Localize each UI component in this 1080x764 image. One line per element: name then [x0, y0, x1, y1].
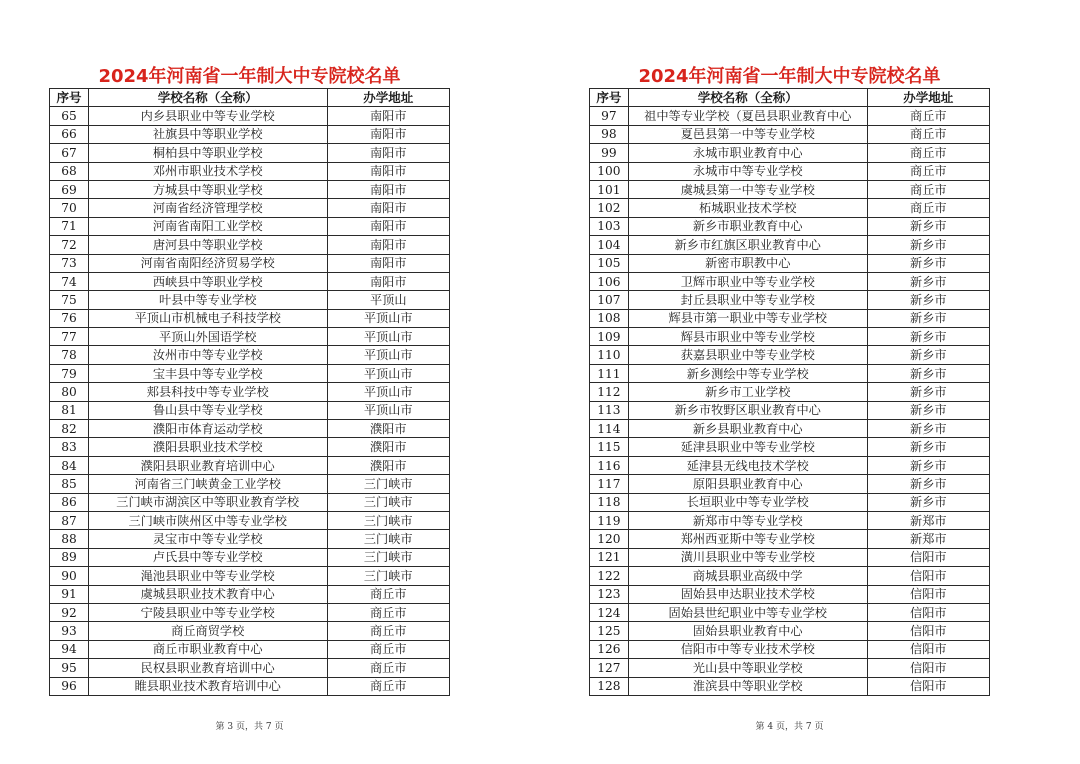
cell-address: 南阳市	[327, 180, 450, 198]
cell-school-name: 新密市职教中心	[628, 254, 867, 272]
table-row	[590, 309, 990, 327]
cell-index: 120	[590, 530, 629, 548]
cell-index: 75	[50, 291, 89, 309]
table-row	[50, 567, 450, 585]
cell-school-name: 永城市中等专业学校	[628, 162, 867, 180]
cell-school-name: 新郑市中等专业学校	[628, 511, 867, 529]
school-table	[589, 88, 990, 696]
school-table	[49, 88, 450, 696]
cell-school-name: 唐河县中等职业学校	[88, 236, 327, 254]
cell-school-name: 邓州市职业技术学校	[88, 162, 327, 180]
cell-school-name: 郏县科技中等专业学校	[88, 383, 327, 401]
table-row	[590, 438, 990, 456]
header-index: 序号	[50, 89, 89, 107]
cell-school-name: 濮阳市体育运动学校	[88, 420, 327, 438]
cell-index: 115	[590, 438, 629, 456]
cell-school-name: 郑州西亚斯中等专业学校	[628, 530, 867, 548]
cell-address: 新乡市	[867, 493, 989, 511]
cell-school-name: 平顶山市机械电子科技学校	[88, 309, 327, 327]
cell-address: 三门峡市	[327, 493, 450, 511]
cell-school-name: 辉县市第一职业中等专业学校	[628, 309, 867, 327]
cell-school-name: 新乡市工业学校	[628, 383, 867, 401]
cell-index: 113	[590, 401, 629, 419]
cell-address: 商丘市	[867, 180, 989, 198]
cell-index: 122	[590, 567, 629, 585]
cell-school-name: 叶县中等专业学校	[88, 291, 327, 309]
cell-address: 信阳市	[867, 585, 989, 603]
table-body	[50, 107, 450, 696]
cell-index: 126	[590, 640, 629, 658]
table-row	[590, 236, 990, 254]
cell-school-name: 河南省南阳工业学校	[88, 217, 327, 235]
table-row	[50, 199, 450, 217]
cell-address: 三门峡市	[327, 548, 450, 566]
cell-index: 85	[50, 475, 89, 493]
cell-school-name: 原阳县职业教育中心	[628, 475, 867, 493]
cell-index: 110	[590, 346, 629, 364]
table-row	[590, 640, 990, 658]
page-footer: 第 3 页，共 7 页	[215, 722, 284, 732]
cell-school-name: 新乡市职业教育中心	[628, 217, 867, 235]
cell-school-name: 宝丰县中等专业学校	[88, 364, 327, 382]
cell-address: 新乡市	[867, 383, 989, 401]
cell-school-name: 辉县市职业中等专业学校	[628, 328, 867, 346]
table-row	[50, 328, 450, 346]
cell-index: 96	[50, 677, 89, 695]
table-row	[50, 456, 450, 474]
table-row	[50, 475, 450, 493]
table-row	[590, 125, 990, 143]
cell-address: 南阳市	[327, 199, 450, 217]
table-row	[590, 659, 990, 677]
cell-address: 商丘市	[327, 677, 450, 695]
cell-address: 平顶山市	[327, 401, 450, 419]
table-row	[50, 640, 450, 658]
cell-address: 新乡市	[867, 438, 989, 456]
cell-school-name: 新乡县职业教育中心	[628, 420, 867, 438]
table-row	[50, 420, 450, 438]
cell-address: 三门峡市	[327, 530, 450, 548]
table-body	[590, 107, 990, 696]
cell-index: 79	[50, 364, 89, 382]
cell-school-name: 三门峡市陕州区中等专业学校	[88, 511, 327, 529]
table-row	[50, 511, 450, 529]
cell-address: 新乡市	[867, 272, 989, 290]
cell-address: 新乡市	[867, 475, 989, 493]
cell-index: 78	[50, 346, 89, 364]
table-header-row	[590, 89, 990, 107]
cell-address: 平顶山市	[327, 328, 450, 346]
header-address: 办学地址	[867, 89, 989, 107]
cell-school-name: 商城县职业高级中学	[628, 567, 867, 585]
cell-address: 商丘市	[327, 622, 450, 640]
table-row	[590, 144, 990, 162]
table-row	[50, 438, 450, 456]
cell-address: 南阳市	[327, 162, 450, 180]
table-row	[50, 236, 450, 254]
cell-address: 平顶山市	[327, 364, 450, 382]
table-row	[590, 677, 990, 695]
cell-index: 117	[590, 475, 629, 493]
table-row	[590, 107, 990, 125]
header-school-name: 学校名称（全称）	[88, 89, 327, 107]
cell-address: 三门峡市	[327, 511, 450, 529]
cell-index: 121	[590, 548, 629, 566]
cell-index: 124	[590, 603, 629, 621]
cell-index: 84	[50, 456, 89, 474]
cell-index: 81	[50, 401, 89, 419]
cell-school-name: 河南省三门峡黄金工业学校	[88, 475, 327, 493]
cell-index: 95	[50, 659, 89, 677]
cell-address: 商丘市	[327, 603, 450, 621]
cell-index: 101	[590, 180, 629, 198]
cell-school-name: 柘城职业技术学校	[628, 199, 867, 217]
table-row	[50, 364, 450, 382]
cell-address: 平顶山市	[327, 309, 450, 327]
cell-index: 109	[590, 328, 629, 346]
cell-address: 新乡市	[867, 456, 989, 474]
cell-address: 濮阳市	[327, 456, 450, 474]
cell-school-name: 濮阳县职业技术学校	[88, 438, 327, 456]
table-row	[590, 511, 990, 529]
cell-school-name: 桐柏县中等职业学校	[88, 144, 327, 162]
table-row	[50, 622, 450, 640]
cell-index: 125	[590, 622, 629, 640]
cell-index: 114	[590, 420, 629, 438]
cell-address: 商丘市	[327, 640, 450, 658]
table-row	[590, 346, 990, 364]
table-row	[50, 585, 450, 603]
cell-index: 100	[590, 162, 629, 180]
cell-index: 98	[590, 125, 629, 143]
cell-address: 信阳市	[867, 567, 989, 585]
table-row	[590, 217, 990, 235]
cell-address: 商丘市	[327, 659, 450, 677]
cell-index: 123	[590, 585, 629, 603]
cell-address: 商丘市	[867, 125, 989, 143]
cell-address: 新郑市	[867, 511, 989, 529]
cell-index: 82	[50, 420, 89, 438]
table-row	[50, 180, 450, 198]
table-row	[590, 585, 990, 603]
page-title: 2024年河南省一年制大中专院校名单	[638, 66, 941, 87]
cell-school-name: 渑池县职业中等专业学校	[88, 567, 327, 585]
cell-address: 新乡市	[867, 236, 989, 254]
cell-school-name: 宁陵县职业中等专业学校	[88, 603, 327, 621]
cell-index: 99	[590, 144, 629, 162]
cell-index: 69	[50, 180, 89, 198]
page-title: 2024年河南省一年制大中专院校名单	[98, 66, 401, 87]
cell-address: 新乡市	[867, 309, 989, 327]
cell-index: 68	[50, 162, 89, 180]
table-row	[590, 199, 990, 217]
page-footer: 第 4 页，共 7 页	[755, 722, 824, 732]
cell-index: 119	[590, 511, 629, 529]
cell-school-name: 西峡县中等职业学校	[88, 272, 327, 290]
cell-index: 97	[590, 107, 629, 125]
cell-index: 116	[590, 456, 629, 474]
cell-index: 88	[50, 530, 89, 548]
cell-address: 新乡市	[867, 291, 989, 309]
table-row	[590, 475, 990, 493]
table-row	[50, 107, 450, 125]
cell-index: 93	[50, 622, 89, 640]
cell-index: 103	[590, 217, 629, 235]
cell-index: 80	[50, 383, 89, 401]
cell-school-name: 睢县职业技术教育培训中心	[88, 677, 327, 695]
cell-school-name: 三门峡市湖滨区中等职业教育学校	[88, 493, 327, 511]
cell-index: 83	[50, 438, 89, 456]
cell-index: 87	[50, 511, 89, 529]
cell-index: 91	[50, 585, 89, 603]
table-row	[590, 530, 990, 548]
table-row	[590, 456, 990, 474]
cell-index: 90	[50, 567, 89, 585]
table-row	[50, 401, 450, 419]
cell-school-name: 虞城县第一中等专业学校	[628, 180, 867, 198]
table-row	[590, 622, 990, 640]
cell-index: 107	[590, 291, 629, 309]
cell-address: 平顶山	[327, 291, 450, 309]
table-row	[50, 272, 450, 290]
cell-address: 平顶山市	[327, 346, 450, 364]
table-row	[50, 530, 450, 548]
cell-index: 102	[590, 199, 629, 217]
table-row	[590, 383, 990, 401]
table-row	[590, 272, 990, 290]
table-row	[50, 493, 450, 511]
cell-school-name: 祖中等专业学校（夏邑县职业教育中心	[628, 107, 867, 125]
cell-index: 105	[590, 254, 629, 272]
cell-school-name: 平顶山外国语学校	[88, 328, 327, 346]
table-row	[50, 309, 450, 327]
table-row	[590, 162, 990, 180]
cell-school-name: 社旗县中等职业学校	[88, 125, 327, 143]
cell-school-name: 河南省南阳经济贸易学校	[88, 254, 327, 272]
table-row	[590, 401, 990, 419]
cell-address: 新乡市	[867, 254, 989, 272]
cell-address: 三门峡市	[327, 475, 450, 493]
table-row	[590, 420, 990, 438]
cell-index: 118	[590, 493, 629, 511]
table-row	[590, 548, 990, 566]
cell-address: 信阳市	[867, 622, 989, 640]
cell-index: 86	[50, 493, 89, 511]
cell-address: 信阳市	[867, 603, 989, 621]
table-row	[590, 180, 990, 198]
cell-index: 70	[50, 199, 89, 217]
cell-school-name: 灵宝市中等专业学校	[88, 530, 327, 548]
cell-index: 92	[50, 603, 89, 621]
cell-address: 南阳市	[327, 107, 450, 125]
cell-school-name: 商丘市职业教育中心	[88, 640, 327, 658]
cell-school-name: 民权县职业教育培训中心	[88, 659, 327, 677]
cell-address: 新郑市	[867, 530, 989, 548]
table-header-row	[50, 89, 450, 107]
cell-address: 新乡市	[867, 346, 989, 364]
cell-school-name: 内乡县职业中等专业学校	[88, 107, 327, 125]
cell-school-name: 新乡市牧野区职业教育中心	[628, 401, 867, 419]
cell-address: 新乡市	[867, 401, 989, 419]
cell-address: 新乡市	[867, 420, 989, 438]
header-school-name: 学校名称（全称）	[628, 89, 867, 107]
table-row	[590, 364, 990, 382]
cell-index: 66	[50, 125, 89, 143]
header-address: 办学地址	[327, 89, 450, 107]
table-row	[50, 383, 450, 401]
cell-index: 67	[50, 144, 89, 162]
cell-index: 73	[50, 254, 89, 272]
cell-school-name: 信阳市中等专业技术学校	[628, 640, 867, 658]
cell-index: 77	[50, 328, 89, 346]
cell-address: 商丘市	[867, 107, 989, 125]
table-row	[50, 254, 450, 272]
cell-school-name: 固始县申达职业技术学校	[628, 585, 867, 603]
cell-school-name: 潢川县职业中等专业学校	[628, 548, 867, 566]
cell-address: 信阳市	[867, 677, 989, 695]
cell-address: 南阳市	[327, 254, 450, 272]
cell-address: 商丘市	[867, 144, 989, 162]
cell-school-name: 濮阳县职业教育培训中心	[88, 456, 327, 474]
cell-school-name: 固始县世纪职业中等专业学校	[628, 603, 867, 621]
cell-index: 112	[590, 383, 629, 401]
table-row	[50, 346, 450, 364]
cell-address: 平顶山市	[327, 383, 450, 401]
cell-school-name: 新乡市红旗区职业教育中心	[628, 236, 867, 254]
cell-index: 106	[590, 272, 629, 290]
cell-school-name: 汝州市中等专业学校	[88, 346, 327, 364]
table-row	[590, 603, 990, 621]
table-row	[590, 254, 990, 272]
table-row	[590, 328, 990, 346]
cell-school-name: 获嘉县职业中等专业学校	[628, 346, 867, 364]
cell-school-name: 淮滨县中等职业学校	[628, 677, 867, 695]
table-row	[50, 677, 450, 695]
cell-school-name: 永城市职业教育中心	[628, 144, 867, 162]
cell-index: 74	[50, 272, 89, 290]
cell-school-name: 商丘商贸学校	[88, 622, 327, 640]
cell-address: 商丘市	[867, 199, 989, 217]
cell-index: 94	[50, 640, 89, 658]
cell-index: 104	[590, 236, 629, 254]
cell-school-name: 封丘县职业中等专业学校	[628, 291, 867, 309]
table-row	[50, 548, 450, 566]
cell-address: 南阳市	[327, 272, 450, 290]
cell-school-name: 虞城县职业技术教育中心	[88, 585, 327, 603]
cell-address: 南阳市	[327, 144, 450, 162]
cell-school-name: 光山县中等职业学校	[628, 659, 867, 677]
cell-address: 南阳市	[327, 125, 450, 143]
cell-school-name: 延津县无线电技术学校	[628, 456, 867, 474]
cell-school-name: 卫辉市职业中等专业学校	[628, 272, 867, 290]
table-row	[50, 144, 450, 162]
cell-index: 127	[590, 659, 629, 677]
cell-address: 信阳市	[867, 659, 989, 677]
cell-index: 111	[590, 364, 629, 382]
cell-address: 新乡市	[867, 364, 989, 382]
cell-school-name: 延津县职业中等专业学校	[628, 438, 867, 456]
cell-school-name: 新乡测绘中等专业学校	[628, 364, 867, 382]
cell-address: 信阳市	[867, 640, 989, 658]
cell-address: 三门峡市	[327, 567, 450, 585]
cell-school-name: 长垣职业中等专业学校	[628, 493, 867, 511]
table-row	[50, 125, 450, 143]
cell-address: 新乡市	[867, 217, 989, 235]
cell-address: 南阳市	[327, 236, 450, 254]
cell-address: 信阳市	[867, 548, 989, 566]
cell-address: 商丘市	[327, 585, 450, 603]
cell-school-name: 方城县中等职业学校	[88, 180, 327, 198]
cell-school-name: 固始县职业教育中心	[628, 622, 867, 640]
cell-index: 76	[50, 309, 89, 327]
table-row	[590, 493, 990, 511]
table-row	[50, 217, 450, 235]
table-row	[590, 291, 990, 309]
table-row	[590, 567, 990, 585]
cell-address: 南阳市	[327, 217, 450, 235]
cell-school-name: 鲁山县中等专业学校	[88, 401, 327, 419]
table-row	[50, 603, 450, 621]
header-index: 序号	[590, 89, 629, 107]
cell-index: 108	[590, 309, 629, 327]
table-row	[50, 162, 450, 180]
cell-address: 濮阳市	[327, 420, 450, 438]
cell-index: 89	[50, 548, 89, 566]
cell-school-name: 卢氏县中等专业学校	[88, 548, 327, 566]
table-row	[50, 659, 450, 677]
cell-index: 128	[590, 677, 629, 695]
cell-school-name: 河南省经济管理学校	[88, 199, 327, 217]
cell-index: 65	[50, 107, 89, 125]
cell-school-name: 夏邑县第一中等专业学校	[628, 125, 867, 143]
cell-index: 72	[50, 236, 89, 254]
cell-address: 新乡市	[867, 328, 989, 346]
table-row	[50, 291, 450, 309]
cell-address: 商丘市	[867, 162, 989, 180]
cell-index: 71	[50, 217, 89, 235]
cell-address: 濮阳市	[327, 438, 450, 456]
